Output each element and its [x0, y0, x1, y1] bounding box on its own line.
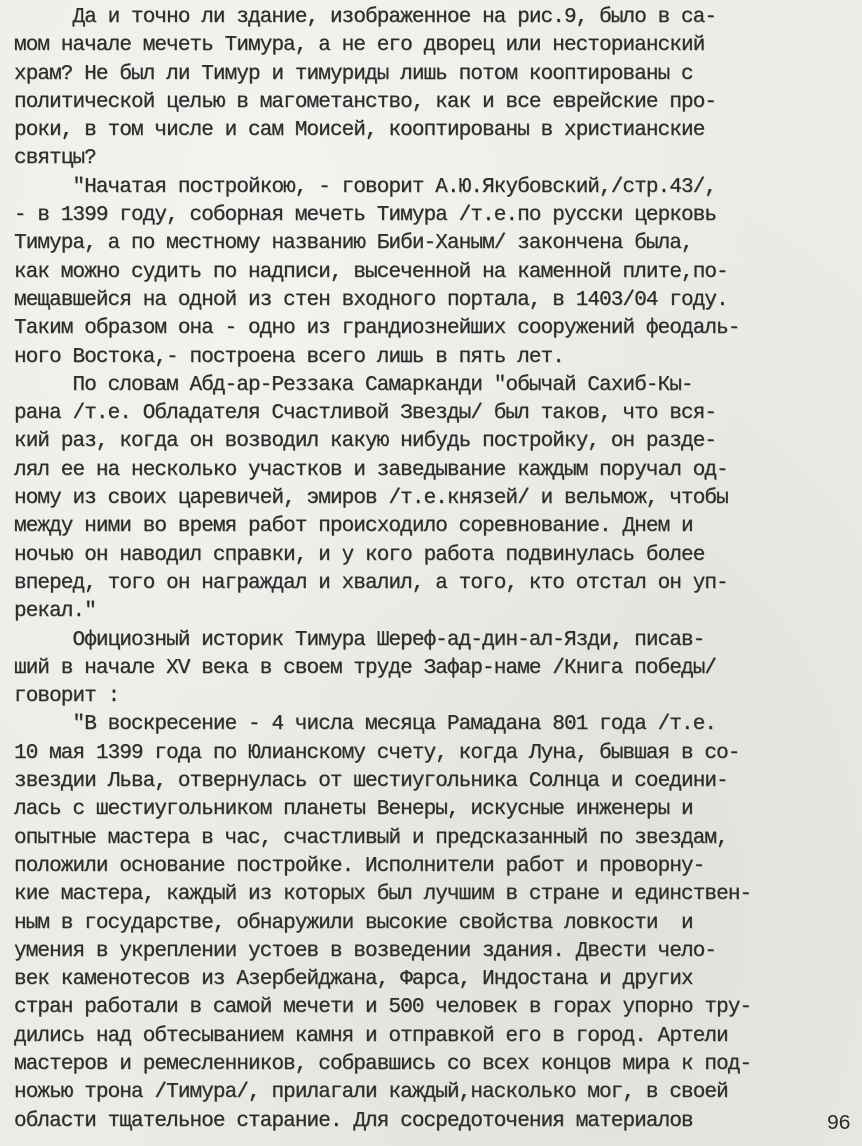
text-line: 10 мая 1399 года по Юлианскому счету, когда Луна, бывшая в со-	[14, 741, 740, 765]
text-line: Официозный историк Тимура Шереф-ад-дин-ал-Язди, писав-	[14, 628, 705, 652]
text-line: Да и точно ли здание, изображенное на рис.9, было в са-	[14, 6, 717, 29]
text-line: опытные мастера в час, счастливый и предсказанный по звездам,	[14, 826, 728, 850]
text-line: "Начатая постройкою, - говорит А.Ю.Якубовский,/стр.43/,	[14, 175, 717, 199]
text-line: - в 1399 году, соборная мечеть Тимура /т.е.по русски церковь	[14, 204, 717, 228]
text-line: кий раз, когда он возводил какую нибудь постройку, он разде-	[14, 430, 717, 454]
text-line: лась с шестиугольником планеты Венеры, искусные инженеры и	[14, 798, 693, 822]
text-line: век каменотесов из Азербейджана, Фарса, Индостана и других	[14, 968, 693, 992]
text-line: Таким образом она - одно из грандиознейших сооружений феодаль-	[14, 317, 740, 341]
text-line: ночью он наводил справки, и у кого работа подвинулась более	[14, 543, 705, 567]
text-line: звездии Льва, отвернулась от шестиугольника Солнца и соедини-	[14, 770, 728, 794]
text-line: мастеров и ремесленников, собравшись со всех концов мира к под-	[14, 1052, 752, 1076]
text-line: ному из своих царевичей, эмиров /т.е.князей/ и вельмож, чтобы	[14, 487, 728, 511]
text-line: положили основание постройке. Исполнители работ и проворну-	[14, 854, 705, 878]
text-line: мещавшейся на одной из стен входного портала, в 1403/04 году.	[14, 288, 728, 312]
text-line: говорит :	[14, 685, 120, 709]
text-line: святцы?	[14, 147, 96, 171]
text-line: лял ее на несколько участков и заведывание каждым поручал од-	[14, 458, 728, 482]
text-line: ножью трона /Тимура/, прилагали каждый,насколько мог, в своей	[14, 1081, 728, 1105]
text-line: политической целью в магометанство, как и все еврейские про-	[14, 90, 717, 114]
text-line: Тимура, а по местному названию Биби-Ханым/ закончена была,	[14, 232, 693, 256]
text-line: рана /т.е. Обладателя Счастливой Звезды/ был таков, что вся-	[14, 402, 717, 426]
text-line: роки, в том числе и сам Моисей, кооптированы в христианские	[14, 119, 705, 143]
text-line: кие мастера, каждый из которых был лучшим в стране и единствен-	[14, 883, 752, 907]
text-line: По словам Абд-ар-Реззака Самарканди "обычай Сахиб-Кы-	[14, 373, 693, 397]
text-line: "В воскресение - 4 числа месяца Рамадана 801 года /т.е.	[14, 713, 717, 737]
text-line: области тщательное старание. Для сосредоточения материалов	[14, 1109, 693, 1133]
text-line: как можно судить по надписи, высеченной на каменной плите,по-	[14, 260, 728, 284]
text-line: стран работали в самой мечети и 500 человек в горах упорно тру-	[14, 996, 752, 1020]
typewritten-text	[14, 4, 854, 1136]
text-line: рекал."	[14, 600, 96, 624]
text-line: ным в государстве, обнаружили высокие свойства ловкости и	[14, 911, 693, 935]
text-line: ший в начале XV века в своем труде Зафар-наме /Книга победы/	[14, 656, 717, 680]
text-line: храм? Не был ли Тимур и тимуриды лишь потом кооптированы с	[14, 62, 693, 86]
text-line: вперед, того он награждал и хвалил, а того, кто отстал он уп-	[14, 571, 728, 595]
text-line: ного Востока,- построена всего лишь в пять лет.	[14, 345, 564, 369]
text-line: между ними во время работ происходило соревнование. Днем и	[14, 515, 693, 539]
text-line: мом начале мечеть Тимура, а не его дворец или несторианский	[14, 34, 705, 58]
page-number: 96	[826, 1113, 850, 1136]
text-line: умения в укреплении устоев в возведении здания. Двести чело-	[14, 939, 717, 963]
text-line: дились над обтесыванием камня и отправкой его в город. Артели	[14, 1024, 728, 1048]
